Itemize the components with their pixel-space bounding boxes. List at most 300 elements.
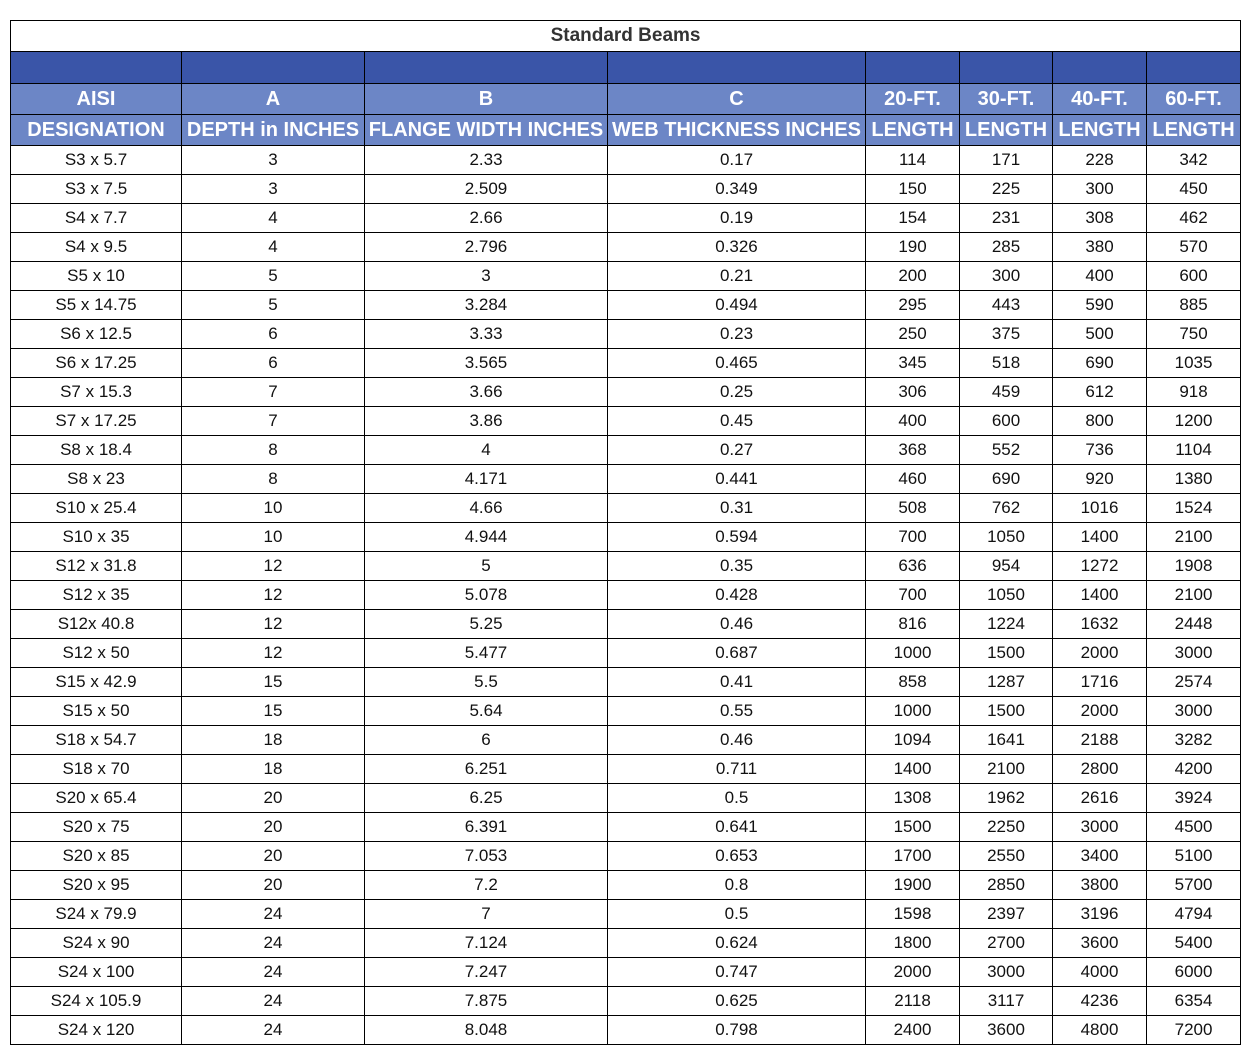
flange-width-cell: 7 <box>365 900 608 929</box>
depth-cell: 5 <box>182 291 365 320</box>
length-20ft-cell: 150 <box>866 175 960 204</box>
length-20ft-cell: 295 <box>866 291 960 320</box>
flange-width-cell: 5.078 <box>365 581 608 610</box>
depth-cell: 20 <box>182 871 365 900</box>
depth-cell: 3 <box>182 146 365 175</box>
title-row <box>11 21 1241 52</box>
table-row <box>11 668 1241 697</box>
band-cell <box>960 52 1053 84</box>
table-row <box>11 146 1241 175</box>
web-thickness-cell: 0.27 <box>608 436 866 465</box>
length-60ft-cell: 3924 <box>1147 784 1241 813</box>
length-40ft-cell: 3400 <box>1053 842 1147 871</box>
flange-width-cell: 5.477 <box>365 639 608 668</box>
designation-cell: S12 x 50 <box>11 639 182 668</box>
table-body <box>11 146 1241 1045</box>
length-40ft-cell: 380 <box>1053 233 1147 262</box>
table-row <box>11 639 1241 668</box>
length-20ft-cell: 1800 <box>866 929 960 958</box>
length-60ft-cell: 1035 <box>1147 349 1241 378</box>
designation-cell: S10 x 35 <box>11 523 182 552</box>
length-40ft-cell: 2800 <box>1053 755 1147 784</box>
col-header-aisi: AISI <box>11 84 182 115</box>
web-thickness-cell: 0.326 <box>608 233 866 262</box>
length-20ft-cell: 1400 <box>866 755 960 784</box>
length-30ft-cell: 3600 <box>960 1016 1053 1045</box>
table-row <box>11 755 1241 784</box>
flange-width-cell: 5.64 <box>365 697 608 726</box>
length-40ft-cell: 1016 <box>1053 494 1147 523</box>
depth-cell: 6 <box>182 349 365 378</box>
web-thickness-cell: 0.465 <box>608 349 866 378</box>
length-30ft-cell: 600 <box>960 407 1053 436</box>
length-40ft-cell: 3600 <box>1053 929 1147 958</box>
flange-width-cell: 8.048 <box>365 1016 608 1045</box>
flange-width-cell: 2.66 <box>365 204 608 233</box>
designation-cell: S4 x 7.7 <box>11 204 182 233</box>
length-40ft-cell: 4800 <box>1053 1016 1147 1045</box>
length-20ft-cell: 636 <box>866 552 960 581</box>
length-60ft-cell: 570 <box>1147 233 1241 262</box>
designation-cell: S18 x 54.7 <box>11 726 182 755</box>
designation-cell: S8 x 18.4 <box>11 436 182 465</box>
designation-cell: S6 x 12.5 <box>11 320 182 349</box>
web-thickness-cell: 0.653 <box>608 842 866 871</box>
flange-width-cell: 2.33 <box>365 146 608 175</box>
length-20ft-cell: 2118 <box>866 987 960 1016</box>
length-30ft-cell: 1050 <box>960 523 1053 552</box>
length-30ft-cell: 690 <box>960 465 1053 494</box>
web-thickness-cell: 0.55 <box>608 697 866 726</box>
depth-cell: 20 <box>182 813 365 842</box>
length-60ft-cell: 450 <box>1147 175 1241 204</box>
table-row <box>11 523 1241 552</box>
length-20ft-cell: 250 <box>866 320 960 349</box>
length-20ft-cell: 200 <box>866 262 960 291</box>
length-20ft-cell: 700 <box>866 581 960 610</box>
web-thickness-cell: 0.641 <box>608 813 866 842</box>
table-row <box>11 842 1241 871</box>
length-60ft-cell: 7200 <box>1147 1016 1241 1045</box>
designation-cell: S10 x 25.4 <box>11 494 182 523</box>
table-row <box>11 233 1241 262</box>
length-20ft-cell: 345 <box>866 349 960 378</box>
web-thickness-cell: 0.31 <box>608 494 866 523</box>
length-20ft-cell: 190 <box>866 233 960 262</box>
web-thickness-cell: 0.428 <box>608 581 866 610</box>
designation-cell: S24 x 79.9 <box>11 900 182 929</box>
depth-cell: 15 <box>182 697 365 726</box>
length-30ft-cell: 1641 <box>960 726 1053 755</box>
length-20ft-cell: 816 <box>866 610 960 639</box>
designation-cell: S24 x 100 <box>11 958 182 987</box>
flange-width-cell: 5.5 <box>365 668 608 697</box>
length-40ft-cell: 800 <box>1053 407 1147 436</box>
column-header-row-2 <box>11 115 1241 146</box>
web-thickness-cell: 0.494 <box>608 291 866 320</box>
length-20ft-cell: 306 <box>866 378 960 407</box>
web-thickness-cell: 0.5 <box>608 900 866 929</box>
length-30ft-cell: 518 <box>960 349 1053 378</box>
flange-width-cell: 7.124 <box>365 929 608 958</box>
depth-cell: 18 <box>182 726 365 755</box>
table-title: Standard Beams <box>11 21 1241 52</box>
band-cell <box>365 52 608 84</box>
length-20ft-cell: 2000 <box>866 958 960 987</box>
band-cell <box>608 52 866 84</box>
length-30ft-cell: 1500 <box>960 639 1053 668</box>
flange-width-cell: 7.875 <box>365 987 608 1016</box>
web-thickness-cell: 0.21 <box>608 262 866 291</box>
length-60ft-cell: 750 <box>1147 320 1241 349</box>
designation-cell: S20 x 75 <box>11 813 182 842</box>
depth-cell: 12 <box>182 639 365 668</box>
length-40ft-cell: 2616 <box>1053 784 1147 813</box>
depth-cell: 12 <box>182 581 365 610</box>
web-thickness-cell: 0.349 <box>608 175 866 204</box>
length-20ft-cell: 1500 <box>866 813 960 842</box>
length-30ft-cell: 762 <box>960 494 1053 523</box>
web-thickness-cell: 0.35 <box>608 552 866 581</box>
length-60ft-cell: 1104 <box>1147 436 1241 465</box>
table-row <box>11 378 1241 407</box>
length-30ft-cell: 2550 <box>960 842 1053 871</box>
length-30ft-cell: 443 <box>960 291 1053 320</box>
flange-width-cell: 2.796 <box>365 233 608 262</box>
flange-width-cell: 3.86 <box>365 407 608 436</box>
length-30ft-cell: 1962 <box>960 784 1053 813</box>
depth-cell: 3 <box>182 175 365 204</box>
length-40ft-cell: 1400 <box>1053 523 1147 552</box>
band-cell <box>11 52 182 84</box>
depth-cell: 24 <box>182 929 365 958</box>
depth-cell: 10 <box>182 523 365 552</box>
table-row <box>11 726 1241 755</box>
flange-width-cell: 3.565 <box>365 349 608 378</box>
web-thickness-cell: 0.5 <box>608 784 866 813</box>
length-20ft-cell: 1308 <box>866 784 960 813</box>
length-40ft-cell: 1272 <box>1053 552 1147 581</box>
length-60ft-cell: 885 <box>1147 291 1241 320</box>
table-row <box>11 262 1241 291</box>
column-header-row-1 <box>11 84 1241 115</box>
band-cell <box>1147 52 1241 84</box>
table-row <box>11 436 1241 465</box>
flange-width-cell: 6.251 <box>365 755 608 784</box>
col-header-c: C <box>608 84 866 115</box>
length-40ft-cell: 4236 <box>1053 987 1147 1016</box>
table-row <box>11 552 1241 581</box>
col-subheader-web-thickness: WEB THICKNESS INCHES <box>608 115 866 146</box>
designation-cell: S3 x 5.7 <box>11 146 182 175</box>
depth-cell: 12 <box>182 610 365 639</box>
length-30ft-cell: 231 <box>960 204 1053 233</box>
length-20ft-cell: 1700 <box>866 842 960 871</box>
length-30ft-cell: 171 <box>960 146 1053 175</box>
depth-cell: 7 <box>182 378 365 407</box>
col-subheader-depth: DEPTH in INCHES <box>182 115 365 146</box>
designation-cell: S18 x 70 <box>11 755 182 784</box>
length-20ft-cell: 400 <box>866 407 960 436</box>
flange-width-cell: 7.247 <box>365 958 608 987</box>
length-30ft-cell: 2850 <box>960 871 1053 900</box>
table-row <box>11 465 1241 494</box>
length-40ft-cell: 308 <box>1053 204 1147 233</box>
length-30ft-cell: 1500 <box>960 697 1053 726</box>
web-thickness-cell: 0.711 <box>608 755 866 784</box>
depth-cell: 20 <box>182 784 365 813</box>
length-40ft-cell: 400 <box>1053 262 1147 291</box>
length-60ft-cell: 2448 <box>1147 610 1241 639</box>
length-20ft-cell: 114 <box>866 146 960 175</box>
length-30ft-cell: 2100 <box>960 755 1053 784</box>
length-20ft-cell: 154 <box>866 204 960 233</box>
col-header-60ft: 60-FT. <box>1147 84 1241 115</box>
web-thickness-cell: 0.8 <box>608 871 866 900</box>
web-thickness-cell: 0.441 <box>608 465 866 494</box>
length-60ft-cell: 5100 <box>1147 842 1241 871</box>
length-40ft-cell: 3800 <box>1053 871 1147 900</box>
flange-width-cell: 7.2 <box>365 871 608 900</box>
length-30ft-cell: 954 <box>960 552 1053 581</box>
designation-cell: S20 x 85 <box>11 842 182 871</box>
length-60ft-cell: 2574 <box>1147 668 1241 697</box>
flange-width-cell: 4.171 <box>365 465 608 494</box>
web-thickness-cell: 0.19 <box>608 204 866 233</box>
length-20ft-cell: 1094 <box>866 726 960 755</box>
length-20ft-cell: 460 <box>866 465 960 494</box>
length-60ft-cell: 1908 <box>1147 552 1241 581</box>
length-30ft-cell: 2700 <box>960 929 1053 958</box>
length-60ft-cell: 1524 <box>1147 494 1241 523</box>
col-subheader-designation: DESIGNATION <box>11 115 182 146</box>
length-40ft-cell: 1716 <box>1053 668 1147 697</box>
designation-cell: S20 x 95 <box>11 871 182 900</box>
web-thickness-cell: 0.41 <box>608 668 866 697</box>
length-20ft-cell: 1000 <box>866 639 960 668</box>
flange-width-cell: 4.66 <box>365 494 608 523</box>
web-thickness-cell: 0.625 <box>608 987 866 1016</box>
flange-width-cell: 5 <box>365 552 608 581</box>
depth-cell: 4 <box>182 204 365 233</box>
depth-cell: 10 <box>182 494 365 523</box>
length-60ft-cell: 4794 <box>1147 900 1241 929</box>
length-40ft-cell: 2188 <box>1053 726 1147 755</box>
web-thickness-cell: 0.594 <box>608 523 866 552</box>
length-60ft-cell: 6000 <box>1147 958 1241 987</box>
band-cell <box>182 52 365 84</box>
length-60ft-cell: 600 <box>1147 262 1241 291</box>
table-row <box>11 987 1241 1016</box>
flange-width-cell: 6.391 <box>365 813 608 842</box>
length-40ft-cell: 1632 <box>1053 610 1147 639</box>
length-30ft-cell: 2397 <box>960 900 1053 929</box>
length-60ft-cell: 3000 <box>1147 639 1241 668</box>
length-40ft-cell: 920 <box>1053 465 1147 494</box>
length-20ft-cell: 508 <box>866 494 960 523</box>
flange-width-cell: 3.284 <box>365 291 608 320</box>
designation-cell: S12 x 35 <box>11 581 182 610</box>
table-row <box>11 697 1241 726</box>
length-40ft-cell: 300 <box>1053 175 1147 204</box>
designation-cell: S4 x 9.5 <box>11 233 182 262</box>
table-row <box>11 784 1241 813</box>
depth-cell: 4 <box>182 233 365 262</box>
table-row <box>11 320 1241 349</box>
length-30ft-cell: 552 <box>960 436 1053 465</box>
length-40ft-cell: 4000 <box>1053 958 1147 987</box>
table-row <box>11 175 1241 204</box>
designation-cell: S5 x 10 <box>11 262 182 291</box>
depth-cell: 8 <box>182 465 365 494</box>
flange-width-cell: 2.509 <box>365 175 608 204</box>
col-subheader-length-40: LENGTH <box>1053 115 1147 146</box>
length-30ft-cell: 1224 <box>960 610 1053 639</box>
col-subheader-length-20: LENGTH <box>866 115 960 146</box>
depth-cell: 15 <box>182 668 365 697</box>
web-thickness-cell: 0.624 <box>608 929 866 958</box>
depth-cell: 5 <box>182 262 365 291</box>
length-20ft-cell: 1598 <box>866 900 960 929</box>
length-60ft-cell: 3282 <box>1147 726 1241 755</box>
web-thickness-cell: 0.46 <box>608 610 866 639</box>
depth-cell: 24 <box>182 987 365 1016</box>
designation-cell: S12 x 31.8 <box>11 552 182 581</box>
depth-cell: 6 <box>182 320 365 349</box>
length-20ft-cell: 368 <box>866 436 960 465</box>
length-30ft-cell: 1050 <box>960 581 1053 610</box>
web-thickness-cell: 0.17 <box>608 146 866 175</box>
length-60ft-cell: 5400 <box>1147 929 1241 958</box>
flange-width-cell: 5.25 <box>365 610 608 639</box>
table-row <box>11 204 1241 233</box>
table-row <box>11 958 1241 987</box>
length-30ft-cell: 1287 <box>960 668 1053 697</box>
length-60ft-cell: 3000 <box>1147 697 1241 726</box>
length-40ft-cell: 500 <box>1053 320 1147 349</box>
length-40ft-cell: 612 <box>1053 378 1147 407</box>
length-40ft-cell: 1400 <box>1053 581 1147 610</box>
band-cell <box>866 52 960 84</box>
table-row <box>11 900 1241 929</box>
length-40ft-cell: 2000 <box>1053 639 1147 668</box>
length-60ft-cell: 462 <box>1147 204 1241 233</box>
length-60ft-cell: 1200 <box>1147 407 1241 436</box>
length-20ft-cell: 1000 <box>866 697 960 726</box>
length-40ft-cell: 736 <box>1053 436 1147 465</box>
designation-cell: S24 x 90 <box>11 929 182 958</box>
flange-width-cell: 6 <box>365 726 608 755</box>
length-30ft-cell: 375 <box>960 320 1053 349</box>
flange-width-cell: 6.25 <box>365 784 608 813</box>
length-60ft-cell: 4500 <box>1147 813 1241 842</box>
col-header-20ft: 20-FT. <box>866 84 960 115</box>
table-row <box>11 407 1241 436</box>
length-60ft-cell: 2100 <box>1147 523 1241 552</box>
length-60ft-cell: 5700 <box>1147 871 1241 900</box>
length-60ft-cell: 342 <box>1147 146 1241 175</box>
length-20ft-cell: 700 <box>866 523 960 552</box>
flange-width-cell: 4.944 <box>365 523 608 552</box>
designation-cell: S15 x 42.9 <box>11 668 182 697</box>
flange-width-cell: 3 <box>365 262 608 291</box>
depth-cell: 20 <box>182 842 365 871</box>
length-60ft-cell: 1380 <box>1147 465 1241 494</box>
table-row <box>11 581 1241 610</box>
standard-beams-table <box>10 20 1241 1045</box>
designation-cell: S7 x 17.25 <box>11 407 182 436</box>
col-header-b: B <box>365 84 608 115</box>
table-row <box>11 813 1241 842</box>
depth-cell: 24 <box>182 958 365 987</box>
designation-cell: S8 x 23 <box>11 465 182 494</box>
length-30ft-cell: 2250 <box>960 813 1053 842</box>
length-30ft-cell: 459 <box>960 378 1053 407</box>
flange-width-cell: 4 <box>365 436 608 465</box>
length-20ft-cell: 2400 <box>866 1016 960 1045</box>
depth-cell: 8 <box>182 436 365 465</box>
depth-cell: 18 <box>182 755 365 784</box>
length-20ft-cell: 858 <box>866 668 960 697</box>
web-thickness-cell: 0.747 <box>608 958 866 987</box>
col-subheader-flange-width: FLANGE WIDTH INCHES <box>365 115 608 146</box>
length-40ft-cell: 228 <box>1053 146 1147 175</box>
depth-cell: 24 <box>182 900 365 929</box>
length-60ft-cell: 918 <box>1147 378 1241 407</box>
table-row <box>11 349 1241 378</box>
web-thickness-cell: 0.687 <box>608 639 866 668</box>
length-40ft-cell: 690 <box>1053 349 1147 378</box>
depth-cell: 7 <box>182 407 365 436</box>
designation-cell: S24 x 105.9 <box>11 987 182 1016</box>
band-cell <box>1053 52 1147 84</box>
designation-cell: S6 x 17.25 <box>11 349 182 378</box>
web-thickness-cell: 0.46 <box>608 726 866 755</box>
web-thickness-cell: 0.25 <box>608 378 866 407</box>
length-30ft-cell: 285 <box>960 233 1053 262</box>
col-subheader-length-60: LENGTH <box>1147 115 1241 146</box>
table-row <box>11 1016 1241 1045</box>
designation-cell: S24 x 120 <box>11 1016 182 1045</box>
web-thickness-cell: 0.798 <box>608 1016 866 1045</box>
length-30ft-cell: 225 <box>960 175 1053 204</box>
header-band <box>11 52 1241 84</box>
flange-width-cell: 3.66 <box>365 378 608 407</box>
designation-cell: S7 x 15.3 <box>11 378 182 407</box>
col-header-40ft: 40-FT. <box>1053 84 1147 115</box>
depth-cell: 12 <box>182 552 365 581</box>
col-subheader-length-30: LENGTH <box>960 115 1053 146</box>
flange-width-cell: 7.053 <box>365 842 608 871</box>
col-header-a: A <box>182 84 365 115</box>
length-60ft-cell: 2100 <box>1147 581 1241 610</box>
designation-cell: S15 x 50 <box>11 697 182 726</box>
designation-cell: S5 x 14.75 <box>11 291 182 320</box>
designation-cell: S20 x 65.4 <box>11 784 182 813</box>
flange-width-cell: 3.33 <box>365 320 608 349</box>
table-row <box>11 871 1241 900</box>
designation-cell: S12x 40.8 <box>11 610 182 639</box>
length-30ft-cell: 3117 <box>960 987 1053 1016</box>
length-40ft-cell: 2000 <box>1053 697 1147 726</box>
table-row <box>11 929 1241 958</box>
length-30ft-cell: 300 <box>960 262 1053 291</box>
length-30ft-cell: 3000 <box>960 958 1053 987</box>
web-thickness-cell: 0.23 <box>608 320 866 349</box>
length-60ft-cell: 6354 <box>1147 987 1241 1016</box>
table-row <box>11 610 1241 639</box>
length-60ft-cell: 4200 <box>1147 755 1241 784</box>
